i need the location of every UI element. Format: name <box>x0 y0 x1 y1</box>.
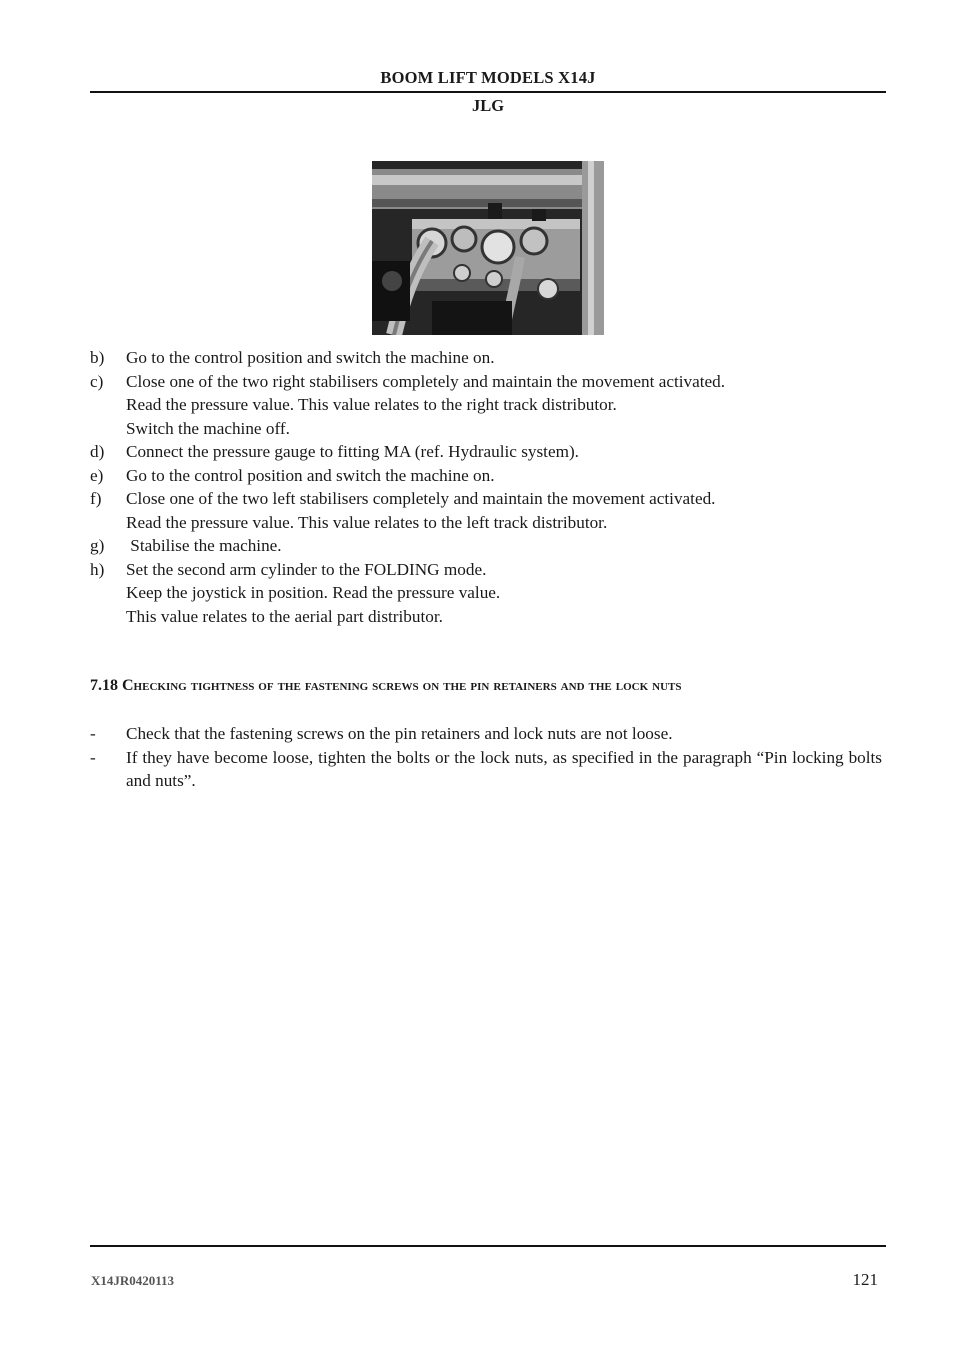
dash-marker: - <box>90 724 96 743</box>
step-text: Close one of the two left stabilisers completely and maintain the movement activated. <box>126 489 716 508</box>
document-title: BOOM LIFT MODELS X14J <box>380 68 596 87</box>
list-item <box>90 558 886 629</box>
list-item <box>90 440 886 464</box>
step-marker: b) <box>90 348 105 367</box>
list-item <box>90 746 882 793</box>
footer-divider <box>90 1245 886 1247</box>
step-text: Keep the joystick in position. Read the pressure value. <box>126 583 501 602</box>
step-text: Read the pressure value. This value relates to the right track distributor. <box>126 395 617 414</box>
step-text: Go to the control position and switch the machine on. <box>126 465 495 485</box>
hydraulic-valve-photo <box>372 161 604 335</box>
header-divider <box>90 91 886 93</box>
list-item <box>90 464 886 488</box>
check-items <box>90 722 882 793</box>
document-code: X14JR0420113 <box>91 1273 175 1288</box>
dash-marker: - <box>90 747 96 767</box>
step-text: This value relates to the aerial part distributor. <box>126 606 443 626</box>
step-marker: h) <box>90 559 105 579</box>
list-item <box>90 370 886 441</box>
step-marker: d) <box>90 442 105 461</box>
list-item <box>90 346 886 370</box>
step-text: Go to the control position and switch the machine on. <box>126 348 495 367</box>
brand-name: JLG <box>471 96 505 115</box>
item-text: If they have become loose, tighten the bolts or the lock nuts, as specified in the paragraph “Pin locking bolts and nuts”. <box>126 747 882 790</box>
step-text: Connect the pressure gauge to fitting MA (ref. Hydraulic system). <box>126 442 579 461</box>
step-marker: e) <box>90 465 104 485</box>
step-text: Stabilise the machine. <box>126 536 282 555</box>
item-text: Check that the fastening screws on the pin retainers and lock nuts are not loose. <box>126 724 673 743</box>
step-text: Read the pressure value. This value relates to the left track distributor. <box>126 512 608 532</box>
section-heading: 7.18 Checking tightness of the fastening screws on the pin retainers and the lock nuts <box>90 677 682 694</box>
step-marker: g) <box>90 536 105 555</box>
step-text: Close one of the two right stabilisers completely and maintain the movement activated. <box>126 371 726 391</box>
step-text: Switch the machine off. <box>126 418 290 438</box>
list-item <box>90 487 886 534</box>
list-item <box>90 722 882 746</box>
procedure-steps <box>90 346 886 628</box>
step-marker: c) <box>90 371 104 391</box>
page-number: 121 <box>852 1270 878 1289</box>
step-text: Set the second arm cylinder to the FOLDING mode. <box>126 559 487 579</box>
list-item <box>90 534 886 558</box>
step-marker: f) <box>90 489 102 508</box>
